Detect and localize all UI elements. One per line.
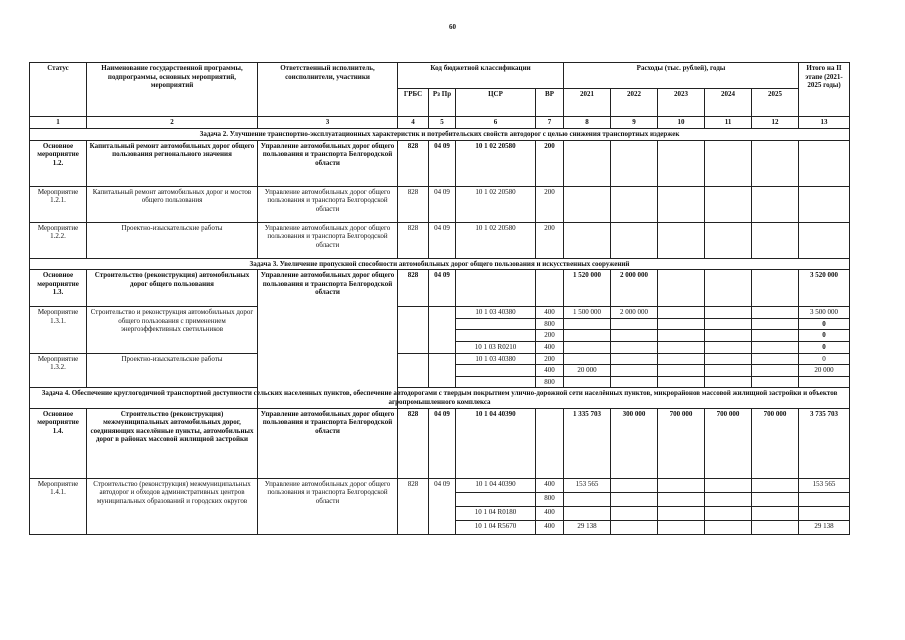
status-cell: Мероприятие 1.2.1. — [30, 186, 87, 222]
csr-cell: 10 1 04 40390 — [456, 408, 536, 478]
status-cell: Основное мероприятие 1.2. — [30, 140, 87, 186]
col-number: 3 — [258, 117, 398, 129]
col-number: 10 — [658, 117, 705, 129]
rzpr-cell: 04 09 — [429, 408, 456, 478]
vr-cell: 400 — [536, 341, 564, 353]
vr-cell: 200 — [536, 353, 564, 365]
col-number: 11 — [705, 117, 752, 129]
header-expenses: Расходы (тыс. рублей), годы — [564, 63, 799, 89]
csr-cell — [456, 376, 536, 388]
amount-2021: 1 520 000 — [564, 270, 611, 307]
grbs-cell: 828 — [398, 222, 429, 258]
amount-2021 — [564, 318, 611, 330]
csr-cell: 10 1 03 40380 — [456, 353, 536, 365]
header-2021: 2021 — [564, 89, 611, 117]
rzpr-cell: 04 09 — [429, 270, 456, 307]
amount-total: 0 — [799, 318, 850, 330]
amount-total — [799, 376, 850, 388]
col-number: 1 — [30, 117, 87, 129]
task-3-heading: Задача 3. Увеличение пропускной способности автомобильных дорог общего пользования и искусственных сооружений — [30, 258, 850, 270]
vr-cell: 200 — [536, 222, 564, 258]
col-number: 4 — [398, 117, 429, 129]
executor-cell: Управление автомобильных дорог общего пользования и транспорта Белгородской области — [258, 478, 398, 534]
amount-2021 — [564, 353, 611, 365]
status-cell: Мероприятие 1.3.2. — [30, 353, 87, 388]
header-2024: 2024 — [705, 89, 752, 117]
table-row-1-2-1 — [30, 186, 850, 222]
csr-cell: 10 1 02 20580 — [456, 222, 536, 258]
amount-total: 3 520 000 — [799, 270, 850, 307]
grbs-cell: 828 — [398, 408, 429, 478]
page-number: 60 — [449, 23, 456, 31]
col-number: 13 — [799, 117, 850, 129]
col-number: 9 — [611, 117, 658, 129]
amount-2021 — [564, 330, 611, 342]
column-numbers-row — [30, 117, 850, 129]
amount-total — [799, 492, 850, 506]
rzpr-cell: 04 09 — [429, 478, 456, 534]
task-4-heading: Задача 4. Обеспечение круглогодичной транспортной доступности сельских населенных пунктов, обеспечение автодорогами с твердым покрытием улично-дорожной сети населённых пунктов, микрорайонов массовой жилищной застройки и объектов агропромышленного комплекса — [30, 388, 850, 408]
csr-cell: 10 1 02 20580 — [456, 186, 536, 222]
header-total: Итого на II этапе (2021-2025 годы) — [799, 63, 850, 117]
vr-cell: 200 — [536, 330, 564, 342]
amount-total: 0 — [799, 330, 850, 342]
executor-cell: Управление автомобильных дорог общего пользования и транспорта Белгородской области — [258, 140, 398, 186]
csr-cell: 10 1 04 R0180 — [456, 506, 536, 520]
amount-2021: 29 138 — [564, 520, 611, 534]
header-status: Статус — [30, 63, 87, 117]
amount-total: 0 — [799, 353, 850, 365]
vr-cell: 400 — [536, 365, 564, 377]
program-cell: Строительство (реконструкция) межмуниципальных автодорог и обходов административных центров муниципальных образований и городских округов — [87, 478, 258, 534]
status-cell: Мероприятие 1.3.1. — [30, 307, 87, 353]
amount-2025: 700 000 — [752, 408, 799, 478]
amount-2022 — [611, 330, 658, 342]
col-number: 8 — [564, 117, 611, 129]
amount-total: 153 565 — [799, 478, 850, 492]
amount-2021 — [564, 506, 611, 520]
amount-2021: 20 000 — [564, 365, 611, 377]
col-number: 12 — [752, 117, 799, 129]
amount-2021: 1 500 000 — [564, 307, 611, 319]
amount-2021 — [564, 376, 611, 388]
amount-total: 0 — [799, 341, 850, 353]
table-row-1-4-1 — [30, 478, 850, 492]
rzpr-cell: 04 09 — [429, 140, 456, 186]
amount-2023: 700 000 — [658, 408, 705, 478]
status-cell: Мероприятие 1.4.1. — [30, 478, 87, 534]
csr-cell: 10 1 02 20580 — [456, 140, 536, 186]
col-number: 6 — [456, 117, 536, 129]
program-cell: Строительство (реконструкция) автомобильных дорог общего пользования — [87, 270, 258, 307]
program-cell: Строительство и реконструкция автомобильных дорог общего пользования с применением энергоэффективных светильников — [87, 307, 258, 353]
grbs-cell: 828 — [398, 186, 429, 222]
vr-cell: 800 — [536, 376, 564, 388]
executor-cell: Управление автомобильных дорог общего пользования и транспорта Белгородской области — [258, 186, 398, 222]
col-number: 7 — [536, 117, 564, 129]
header-csr: ЦСР — [456, 89, 536, 117]
vr-cell: 800 — [536, 318, 564, 330]
csr-cell: 10 1 03 40380 — [456, 307, 536, 319]
grbs-cell: 828 — [398, 478, 429, 534]
csr-cell: 10 1 03 R0210 — [456, 341, 536, 353]
budget-table — [29, 62, 850, 535]
vr-cell: 400 — [536, 506, 564, 520]
amount-2021: 153 565 — [564, 478, 611, 492]
vr-cell: 200 — [536, 140, 564, 186]
csr-cell: 10 1 04 40390 — [456, 478, 536, 492]
amount-2022 — [611, 341, 658, 353]
grbs-cell: 828 — [398, 140, 429, 186]
vr-cell: 400 — [536, 520, 564, 534]
amount-total: 3 500 000 — [799, 307, 850, 319]
header-budget-code: Код бюджетной классификации — [398, 63, 564, 89]
rzpr-cell: 04 09 — [429, 186, 456, 222]
program-cell: Строительство (реконструкция) межмуниципальных автомобильных дорог, соединяющих населённые пункты, автомобильных дорог в районах массовой жилищной застройки — [87, 408, 258, 478]
csr-cell — [456, 365, 536, 377]
vr-cell: 400 — [536, 478, 564, 492]
status-cell: Основное мероприятие 1.4. — [30, 408, 87, 478]
program-cell: Капитальный ремонт автомобильных дорог и мостов общего пользования — [87, 186, 258, 222]
amount-2022: 2 000 000 — [611, 270, 658, 307]
amount-2021: 1 335 703 — [564, 408, 611, 478]
rzpr-cell: 04 09 — [429, 222, 456, 258]
header-2023: 2023 — [658, 89, 705, 117]
executor-cell: Управление автомобильных дорог общего пользования и транспорта Белгородской области — [258, 222, 398, 258]
csr-cell — [456, 318, 536, 330]
status-cell: Основное мероприятие 1.3. — [30, 270, 87, 307]
col-number: 2 — [87, 117, 258, 129]
program-cell: Проектно-изыскательские работы — [87, 222, 258, 258]
amount-2024: 700 000 — [705, 408, 752, 478]
csr-cell — [456, 492, 536, 506]
table-row-1-4 — [30, 408, 850, 478]
amount-total: 20 000 — [799, 365, 850, 377]
csr-cell — [456, 330, 536, 342]
table-row-1-2 — [30, 140, 850, 186]
header-2025: 2025 — [752, 89, 799, 117]
amount-2022 — [611, 318, 658, 330]
col-number: 5 — [429, 117, 456, 129]
header-rzpr: Рз Пр — [429, 89, 456, 117]
table-row-1-3-1 — [30, 307, 850, 319]
task-2-heading: Задача 2. Улучшение транспортно-эксплуатационных характеристик и потребительских свойств автодорог с целью снижения транспортных издержек — [30, 129, 850, 141]
header-program: Наименование государственной программы, подпрограммы, основных мероприятий, мероприятий — [87, 63, 258, 117]
header-executor: Ответственный исполнитель, соисполнители, участники — [258, 63, 398, 117]
amount-2021 — [564, 492, 611, 506]
csr-cell: 10 1 04 R5670 — [456, 520, 536, 534]
vr-cell: 200 — [536, 186, 564, 222]
amount-total — [799, 506, 850, 520]
table-row-1-3-2 — [30, 353, 850, 365]
status-cell: Мероприятие 1.2.2. — [30, 222, 87, 258]
program-cell: Капитальный ремонт автомобильных дорог общего пользования регионального значения — [87, 140, 258, 186]
amount-2022: 2 000 000 — [611, 307, 658, 319]
vr-cell: 400 — [536, 307, 564, 319]
amount-2022: 300 000 — [611, 408, 658, 478]
grbs-cell: 828 — [398, 270, 429, 307]
header-grbs: ГРБС — [398, 89, 429, 117]
amount-total: 3 735 703 — [799, 408, 850, 478]
header-vr: ВР — [536, 89, 564, 117]
executor-cell: Управление автомобильных дорог общего пользования и транспорта Белгородской области — [258, 408, 398, 478]
table-row-1-2-2 — [30, 222, 850, 258]
header-2022: 2022 — [611, 89, 658, 117]
amount-2021 — [564, 341, 611, 353]
amount-total: 29 138 — [799, 520, 850, 534]
executor-cell: Управление автомобильных дорог общего пользования и транспорта Белгородской области — [258, 270, 398, 408]
table-row-1-3 — [30, 270, 850, 307]
vr-cell: 800 — [536, 492, 564, 506]
program-cell: Проектно-изыскательские работы — [87, 353, 258, 388]
